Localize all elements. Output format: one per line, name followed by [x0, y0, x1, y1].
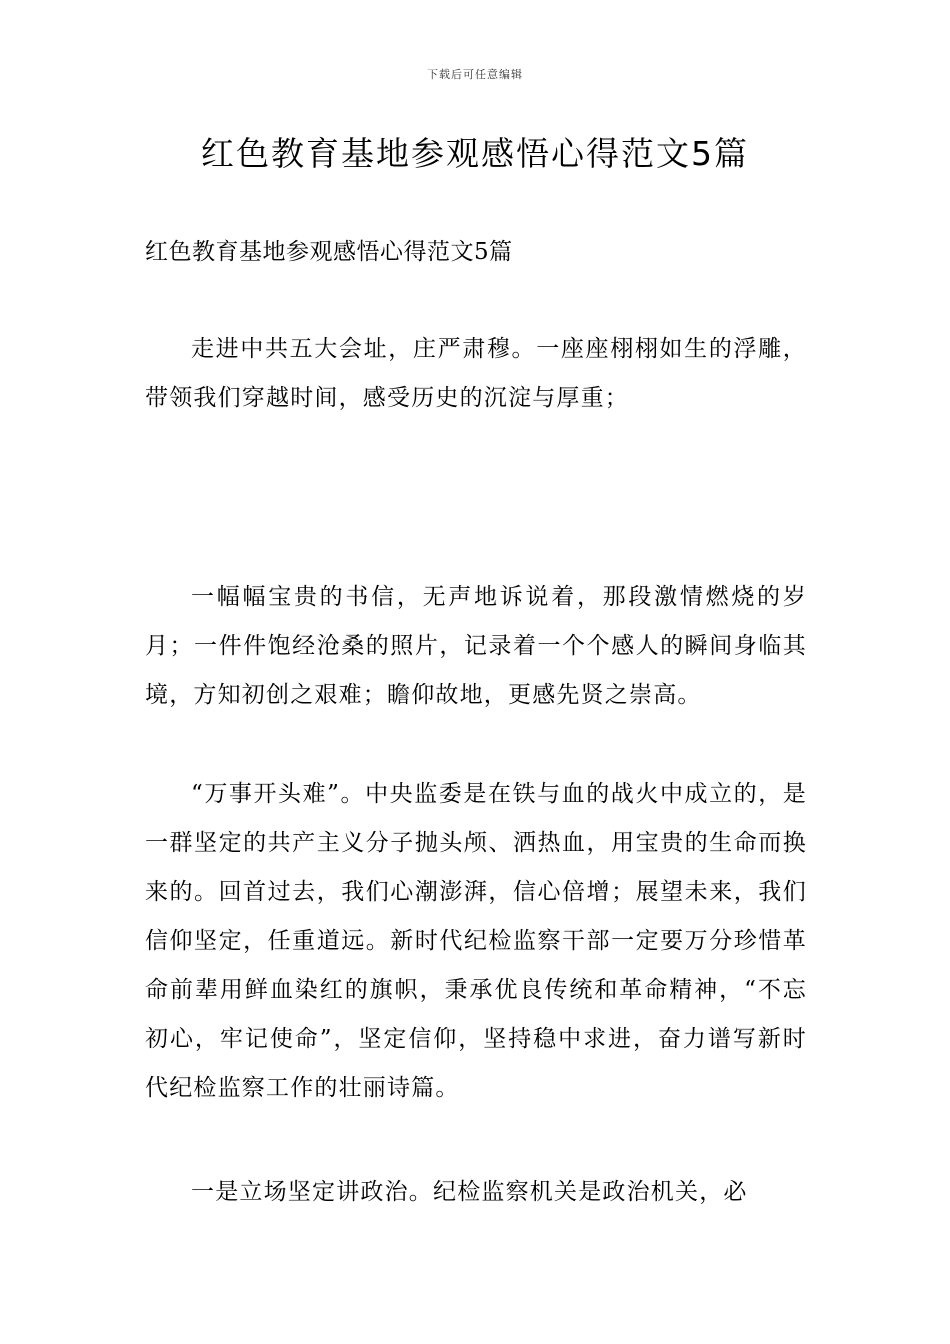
document-subtitle: 红色教育基地参观感悟心得范文5篇	[145, 239, 513, 265]
paragraph-2: 一幅幅宝贵的书信，无声地诉说着，那段激情燃烧的岁月；一件件饱经沧桑的照片，记录着一个个感人的瞬间身临其境，方知初创之艰难；瞻仰故地，更感先贤之崇高。	[145, 584, 807, 708]
paragraph-1: 走进中共五大会址，庄严肃穆。一座座栩栩如生的浮雕，带领我们穿越时间，感受历史的沉淀与厚重；	[145, 336, 807, 411]
paragraph-4: 一是立场坚定讲政治。纪检监察机关是政治机关，必	[191, 1179, 748, 1205]
header-note: 下载后可任意编辑	[427, 68, 523, 81]
document-title: 红色教育基地参观感悟心得范文5篇	[201, 134, 749, 173]
paragraph-3: “万事开头难”。中央监委是在铁与血的战火中成立的，是一群坚定的共产主义分子抛头颅、洒热血，用宝贵的生命而换来的。回首过去，我们心潮澎湃，信心倍增；展望未来，我们信仰坚定，任重道远。新时代纪检监察干部一定要万分珍惜革命前辈用鲜血染红的旗帜，秉承优良传统和革命精神，“不忘初心，牢记使命”，坚定信仰，坚持稳中求进，奋力谱写新时代纪检监察工作的壮丽诗篇。	[145, 781, 807, 1101]
